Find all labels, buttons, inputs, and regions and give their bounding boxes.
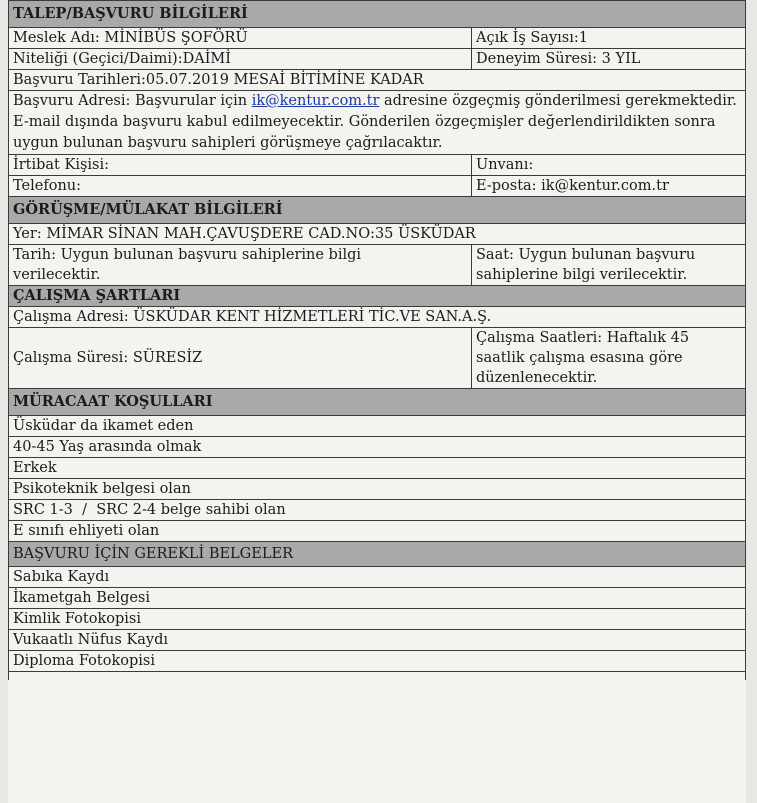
address-prefix: Başvuru Adresi: Başvurular için bbox=[13, 93, 252, 109]
interview-date-cell: Tarih: Uygun bulunan başvuru sahiplerine bilgi verilecektir. bbox=[9, 245, 472, 286]
section-header-application bbox=[9, 1, 746, 28]
document-item: Diploma Fotokopisi bbox=[9, 651, 746, 672]
work-hours-cell: Çalışma Saatleri: Haftalık 45 saatlik çalışma esasına göre düzenlenecektir. bbox=[472, 328, 746, 389]
address-suffix: adresine özgeçmiş gönderilmesi gerekmektedir. E-mail dışında başvuru kabul edilmeyecektir. Gönderilen özgeçmişler değerlendirildikten sonra uygun bulunan başvuru sahipleri görüşmeye çağrılacaktır. bbox=[13, 93, 737, 151]
section-header-interview bbox=[9, 197, 746, 224]
document-item: İkametgah Belgesi bbox=[9, 588, 746, 609]
nature-cell: Niteliği (Geçici/Daimi):DAİMİ bbox=[9, 49, 472, 70]
section-title: MÜRACAAT KOŞULLARI bbox=[9, 389, 746, 416]
document-item: Sabıka Kaydı bbox=[9, 567, 746, 588]
dates-cell: Başvuru Tarihleri:05.07.2019 MESAİ BİTİMİNE KADAR bbox=[9, 70, 746, 91]
requirement-item: Psikoteknik belgesi olan bbox=[9, 479, 746, 500]
profession-cell: Meslek Adı: MİNİBÜS ŞOFÖRÜ bbox=[9, 28, 472, 49]
requirement-item: Üsküdar da ikamet eden bbox=[9, 416, 746, 437]
phone-cell: Telefonu: bbox=[9, 176, 472, 197]
section-header-documents bbox=[9, 542, 746, 567]
title-cell: Unvanı: bbox=[472, 155, 746, 176]
job-posting-document bbox=[8, 0, 746, 803]
interview-time-cell: Saat: Uygun bulunan başvuru sahiplerine bilgi verilecektir. bbox=[472, 245, 746, 286]
requirement-item: Erkek bbox=[9, 458, 746, 479]
requirement-item: E sınıfı ehliyeti olan bbox=[9, 521, 746, 542]
document-item: Vukaatlı Nüfus Kaydı bbox=[9, 630, 746, 651]
section-title: ÇALIŞMA ŞARTLARI bbox=[9, 286, 746, 307]
email-link[interactable]: ik@kentur.com.tr bbox=[251, 93, 380, 109]
section-title: BAŞVURU İÇİN GEREKLİ BELGELER bbox=[9, 542, 746, 567]
requirement-item: SRC 1-3 / SRC 2-4 belge sahibi olan bbox=[9, 500, 746, 521]
section-header-work bbox=[9, 286, 746, 307]
job-posting-table bbox=[8, 0, 746, 680]
table-cut-row bbox=[9, 672, 746, 681]
contact-person-cell: İrtibat Kişisi: bbox=[9, 155, 472, 176]
section-header-requirements bbox=[9, 389, 746, 416]
document-item: Kimlik Fotokopisi bbox=[9, 609, 746, 630]
section-title: GÖRÜŞME/MÜLAKAT BİLGİLERİ bbox=[9, 197, 746, 224]
experience-cell: Deneyim Süresi: 3 YIL bbox=[472, 49, 746, 70]
email-cell: E-posta: ik@kentur.com.tr bbox=[472, 176, 746, 197]
open-positions-cell: Açık İş Sayısı:1 bbox=[472, 28, 746, 49]
address-cell bbox=[9, 91, 746, 155]
requirement-item: 40-45 Yaş arasında olmak bbox=[9, 437, 746, 458]
work-address-cell: Çalışma Adresi: ÜSKÜDAR KENT HİZMETLERİ TİC.VE SAN.A.Ş. bbox=[9, 307, 746, 328]
interview-place-cell: Yer: MİMAR SİNAN MAH.ÇAVUŞDERE CAD.NO:35 ÜSKÜDAR bbox=[9, 224, 746, 245]
section-title: TALEP/BAŞVURU BİLGİLERİ bbox=[9, 1, 746, 28]
work-duration-cell: Çalışma Süresi: SÜRESİZ bbox=[9, 328, 472, 389]
